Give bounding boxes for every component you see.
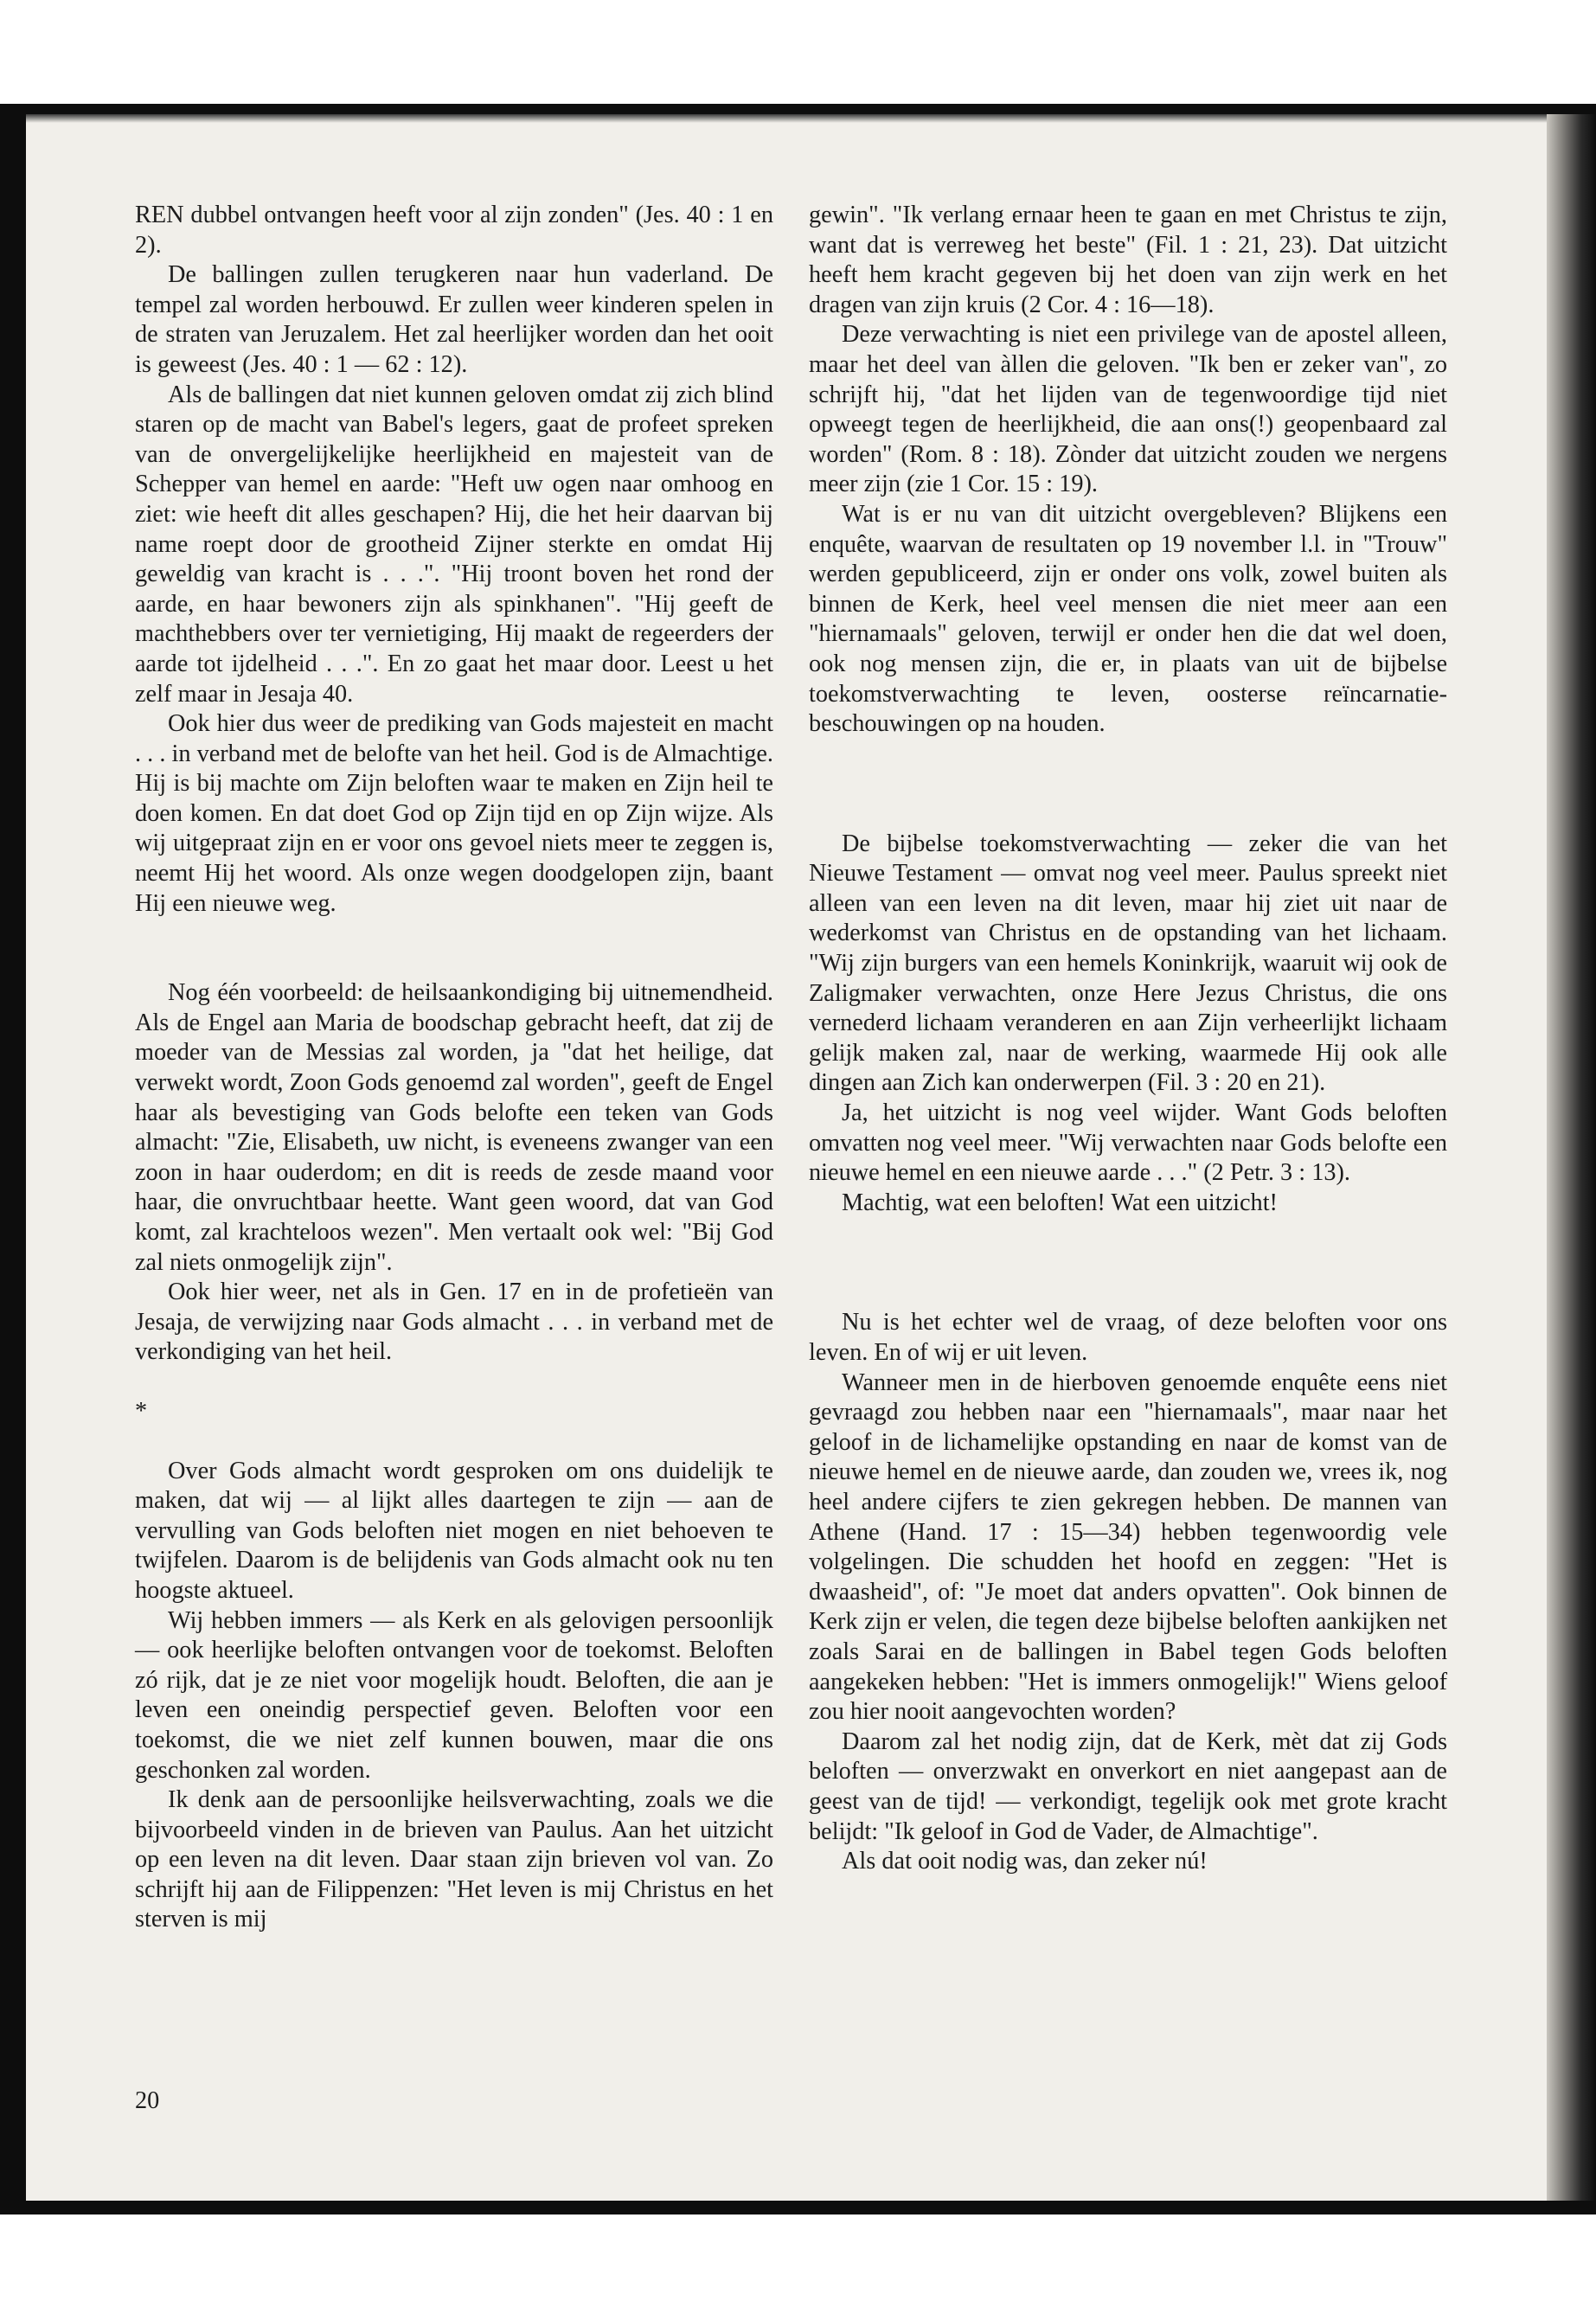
right-column	[809, 201, 1447, 1877]
section-separator: *	[135, 1397, 148, 1425]
page-number: 20	[135, 2087, 160, 2114]
paragraph: Ja, het uitzicht is nog veel wijder. Want Gods beloften omvatten nog veel meer. "Wij verwachten naar Gods belofte een nieuwe hemel en een nieuwe aarde . . ." (2 Petr. 3 : 13).	[809, 1099, 1447, 1187]
paragraph: Machtig, wat een beloften! Wat een uitzicht!	[842, 1189, 1278, 1216]
section-gap	[135, 1368, 773, 1397]
paragraph: Ook hier dus weer de prediking van Gods majesteit en macht . . . in verband met de belofte van het heil. God is de Almachtige. Hij is bij machte om Zijn beloften waar te maken en Zijn heil te doen komen. En dat doet God op Zijn tijd en op Zijn wijze. Als wij uitgepraat zijn en er voor ons gevoel niets meer te zeggen is, neemt Hij het woord. Als onze wegen doodgelopen zijn, baant Hij een nieuwe weg.	[135, 710, 773, 917]
paragraph: Daarom zal het nodig zijn, dat de Kerk, mèt dat zij Gods beloften — onverzwakt en onverkort en niet aangepast aan de geest van de tijd! — verkondigt, tegelijk ook met grote kracht belijdt: "Ik geloof in God de Vader, de Almachtige".	[809, 1727, 1447, 1845]
section-gap	[135, 919, 773, 978]
paragraph: Ik denk aan de persoonlijke heilsverwachting, zoals we die bijvoorbeeld vinden in de brieven van Paulus. Aan het uitzicht op een leven na dit leven. Daar staan zijn brieven vol van. Zo schrijft hij aan de Filippenzen: "Het leven is mij Christus en het sterven is mij	[135, 1786, 773, 1933]
section-gap	[809, 1218, 1447, 1308]
section-gap	[809, 740, 1447, 830]
section-gap	[135, 1427, 773, 1457]
paragraph: De bijbelse toekomstverwachting — zeker die van het Nieuwe Testament — omvat nog veel meer. Paulus spreekt niet alleen van een leven na dit leven, maar hij ziet uit naar de wederkomst van Christus en de opstanding van het lichaam. "Wij zijn burgers van een hemels Koninkrijk, waaruit wij ook de Zaligmaker verwachten, onze Here Jezus Christus, die ons vernederd lichaam veranderen en aan Zijn verheerlijkt lichaam gelijk maken zal, naar de werking, waarmede Hij ook alle dingen aan Zich kan onderwerpen (Fil. 3 : 20 en 21).	[809, 830, 1447, 1097]
paragraph: REN dubbel ontvangen heeft voor al zijn zonden" (Jes. 40 : 1 en 2).	[135, 202, 773, 259]
page-top-rim	[26, 114, 1547, 123]
paragraph: Wij hebben immers — als Kerk en als gelovigen persoonlijk — ook heerlijke beloften ontvangen voor de toekomst. Beloften zó rijk, dat je ze niet voor mogelijk houdt. Beloften, die aan je leven een oneindig perspectief geven. Beloften voor een toekomst, die we niet zelf kunnen bouwen, maar die ons geschonken zal worden.	[135, 1606, 773, 1784]
paragraph: Als dat ooit nodig was, dan zeker nú!	[842, 1848, 1208, 1875]
paragraph: Deze verwachting is niet een privilege van de apostel alleen, maar het deel van àllen die geloven. "Ik ben er zeker van", zo schrijft hij, "dat het lijden van de tegenwoordige tijd niet opweegt tegen de heerlijkheid, die aan ons(!) geopenbaard zal worden" (Rom. 8 : 18). Zònder dat uitzicht zouden we nergens meer zijn (zie 1 Cor. 15 : 19).	[809, 321, 1447, 498]
paragraph: Nog één voorbeeld: de heilsaankondiging bij uitnemendheid. Als de Engel aan Maria de boodschap gebracht heeft, dat zij de moeder van de Messias zal worden, ja "dat het heilige, dat verwekt wordt, Zoon Gods genoemd zal worden", geeft de Engel haar als bevestiging van Gods belofte een teken van Gods almacht: "Zie, Elisabeth, uw nicht, is eveneens zwanger van een zoon in haar ouderdom; en dit is reeds de zesde maand voor haar, die onvruchtbaar heette. Want geen woord, dat van God komt, zal krachteloos wezen". Men vertaalt ook wel: "Bij God zal niets onmogelijk zijn".	[135, 979, 773, 1276]
paragraph: Ook hier weer, net als in Gen. 17 en in de profetieën van Jesaja, de verwijzing naar Gods almacht . . . in verband met de verkondiging van het heil.	[135, 1279, 773, 1366]
paragraph: De ballingen zullen terugkeren naar hun vaderland. De tempel zal worden herbouwd. Er zullen weer kinderen spelen in de straten van Jeruzalem. Het zal heerlijker worden dan het ooit is geweest (Jes. 40 : 1 — 62 : 12).	[135, 261, 773, 378]
paragraph: gewin". "Ik verlang ernaar heen te gaan en met Christus te zijn, want dat is verreweg het beste" (Fil. 1 : 21, 23). Dat uitzicht heeft hem kracht gegeven bij het doen van zijn werk en het dragen van zijn kruis (2 Cor. 4 : 16—18).	[809, 202, 1447, 318]
paragraph: Wat is er nu van dit uitzicht overgebleven? Blijkens een enquête, waarvan de resultaten op 19 november l.l. in "Trouw" werden gepubliceerd, zijn er onder ons volk, zowel buiten als binnen de Kerk, heel veel mensen die niet meer aan een "hiernamaals" geloven, terwijl er onder hen die dat wel doen, ook nog mensen zijn, die er, in plaats van uit de bijbelse toekomstverwachting te leven, oosterse reïncarnatie-beschouwingen op na houden.	[809, 500, 1447, 738]
binding-shadow	[1547, 114, 1596, 2201]
paragraph: Als de ballingen dat niet kunnen geloven omdat zij zich blind staren op de macht van Babel's legers, gaat de profeet spreken van de onvergelijkelijke heerlijkheid en majesteit van de Schepper van hemel en aarde: "Heft uw ogen naar omhoog en ziet: wie heeft dit alles geschapen? Hij, die het heir daarvan bij name roept door de grootheid Zijner sterkte en omdat Hij geweldig van kracht is . . .". "Hij troont boven het rond der aarde, en haar bewoners zijn als spinkhanen". "Hij geeft de machthebbers over ter vernietiging, Hij maakt de regeerders der aarde tot ijdelheid . . .". En zo gaat het maar door. Leest u het zelf maar in Jesaja 40.	[135, 381, 773, 708]
paragraph: Over Gods almacht wordt gesproken om ons duidelijk te maken, dat wij — al lijkt alles daartegen te zijn — aan de vervulling van Gods beloften niet mogen en niet behoeven te twijfelen. Daarom is de belijdenis van Gods almacht ook nu ten hoogste aktueel.	[135, 1457, 773, 1604]
left-column	[135, 201, 773, 1935]
paragraph: Wanneer men in de hierboven genoemde enquête eens niet gevraagd zou hebben naar een "hiernamaals", maar naar het geloof in de lichamelijke opstanding en naar de komst van de nieuwe hemel en de nieuwe aarde, dan zouden we, vrees ik, nog heel andere cijfers te zien gekregen hebben. De mannen van Athene (Hand. 17 : 15—34) hebben tegenwoordig vele volgelingen. Die schudden het hoofd en zeggen: "Het is dwaasheid", of: "Je moet dat anders opvatten". Ook binnen de Kerk zijn er velen, die tegen deze bijbelse beloften aankijken net zoals Sarai en de ballingen in Babel tegen Gods beloften aangekeken hebben: "Het is immers onmogelijk!" Wiens geloof zou hier nooit aangevochten worden?	[809, 1368, 1447, 1726]
paragraph: Nu is het echter wel de vraag, of deze beloften voor ons leven. En of wij er uit leven.	[809, 1309, 1447, 1366]
